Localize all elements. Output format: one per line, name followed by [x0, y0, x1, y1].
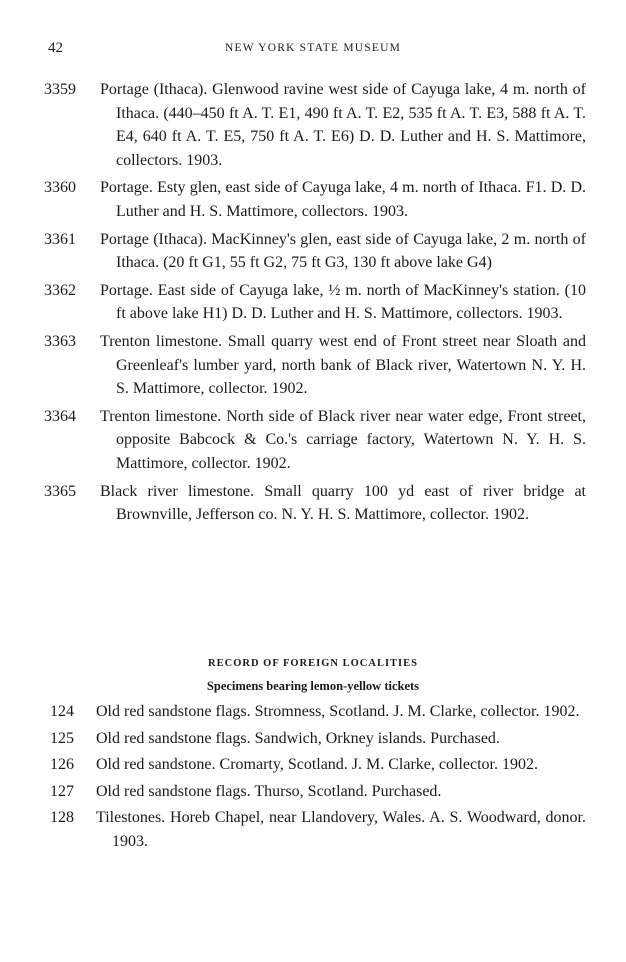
entry-text: Portage. Esty glen, east side of Cayuga lake, 4 m. north of Ithaca. F1. D. D. Luther and H. S. Mattimore, collectors. 1903. — [100, 179, 586, 220]
specimen-entries — [0, 78, 626, 531]
entry-text: Trenton limestone. North side of Black river near water edge, Front street, opposite Babcock & Co.'s carriage factory, Watertown N. Y. H. S. Mattimore, collector. 1902. — [100, 407, 586, 472]
specimen-entry — [0, 78, 626, 172]
running-head: NEW YORK STATE MUSEUM — [224, 42, 402, 54]
entry-text: Portage (Ithaca). MacKinney's glen, east side of Cayuga lake, 2 m. north of Ithaca. (20 ft G1, 55 ft G2, 75 ft G3, 130 ft above lake G4) — [100, 230, 586, 272]
entry-text: Black river limestone. Small quarry 100 yd east of river bridge at Brownville, Jefferson co. N. Y. H. S. Mattimore, collector. 1902. — [100, 482, 586, 524]
entry-text: Old red sandstone. Cromarty, Scotland. J. M. Clarke, collector. 1902. — [96, 756, 538, 774]
foreign-entries — [0, 700, 626, 857]
foreign-entry — [0, 753, 626, 777]
entry-number: 124 — [50, 703, 74, 720]
specimen-entry — [0, 176, 626, 223]
page-header — [0, 40, 626, 60]
entry-text: Portage. East side of Cayuga lake, ½ m. north of MacKinney's station. (10 ft above lake H1) D. D. Luther and H. S. Mattimore, collectors. 1903. — [100, 281, 586, 323]
entry-number: 128 — [50, 809, 74, 827]
foreign-entry — [0, 806, 626, 853]
entry-number: 126 — [50, 756, 74, 774]
entry-number: 3359 — [44, 81, 76, 98]
section-subheading: Specimens bearing lemon-yellow tickets — [206, 679, 420, 693]
entry-number: 125 — [50, 729, 74, 747]
entry-number: 3361 — [44, 230, 76, 248]
entry-number: 3360 — [44, 179, 76, 197]
specimen-entry — [0, 405, 626, 476]
specimen-entry — [0, 228, 626, 275]
entry-text: Old red sandstone flags. Stromness, Scotland. J. M. Clarke, collector. 1902. — [96, 703, 580, 720]
entry-number: 3364 — [44, 407, 76, 425]
page-number: 42 — [48, 40, 63, 56]
entry-number: 3365 — [44, 482, 76, 500]
specimen-entry — [0, 279, 626, 326]
foreign-entry — [0, 780, 626, 804]
entry-text: Trenton limestone. Small quarry west end of Front street near Sloath and Greenleaf's lumber yard, north bank of Black river, Watertown N. Y. H. S. Mattimore, collector. 1902. — [100, 332, 586, 398]
entry-number: 127 — [50, 782, 74, 800]
entry-number: 3362 — [44, 281, 76, 299]
entry-number: 3363 — [44, 332, 76, 350]
entry-text: Portage (Ithaca). Glenwood ravine west side of Cayuga lake, 4 m. north of Ithaca. (440–450 ft A. T. E1, 490 ft A. T. E2, 535 ft A. T. E3, 588 ft A. T. E4, 640 ft A. T. E5, 750 ft A. T. E6) D. D. Luther and H. S. Mattimore, collectors. 1903. — [100, 81, 586, 169]
entry-text: Old red sandstone flags. Sandwich, Orkney islands. Purchased. — [96, 729, 500, 747]
entry-text: Old red sandstone flags. Thurso, Scotland. Purchased. — [96, 782, 442, 800]
entry-text: Tilestones. Horeb Chapel, near Llandovery, Wales. A. S. Woodward, donor. 1903. — [96, 809, 586, 850]
foreign-entry — [0, 700, 626, 724]
section-heading: RECORD OF FOREIGN LOCALITIES — [208, 658, 418, 669]
specimen-entry — [0, 480, 626, 527]
specimen-entry — [0, 330, 626, 401]
foreign-entry — [0, 727, 626, 751]
